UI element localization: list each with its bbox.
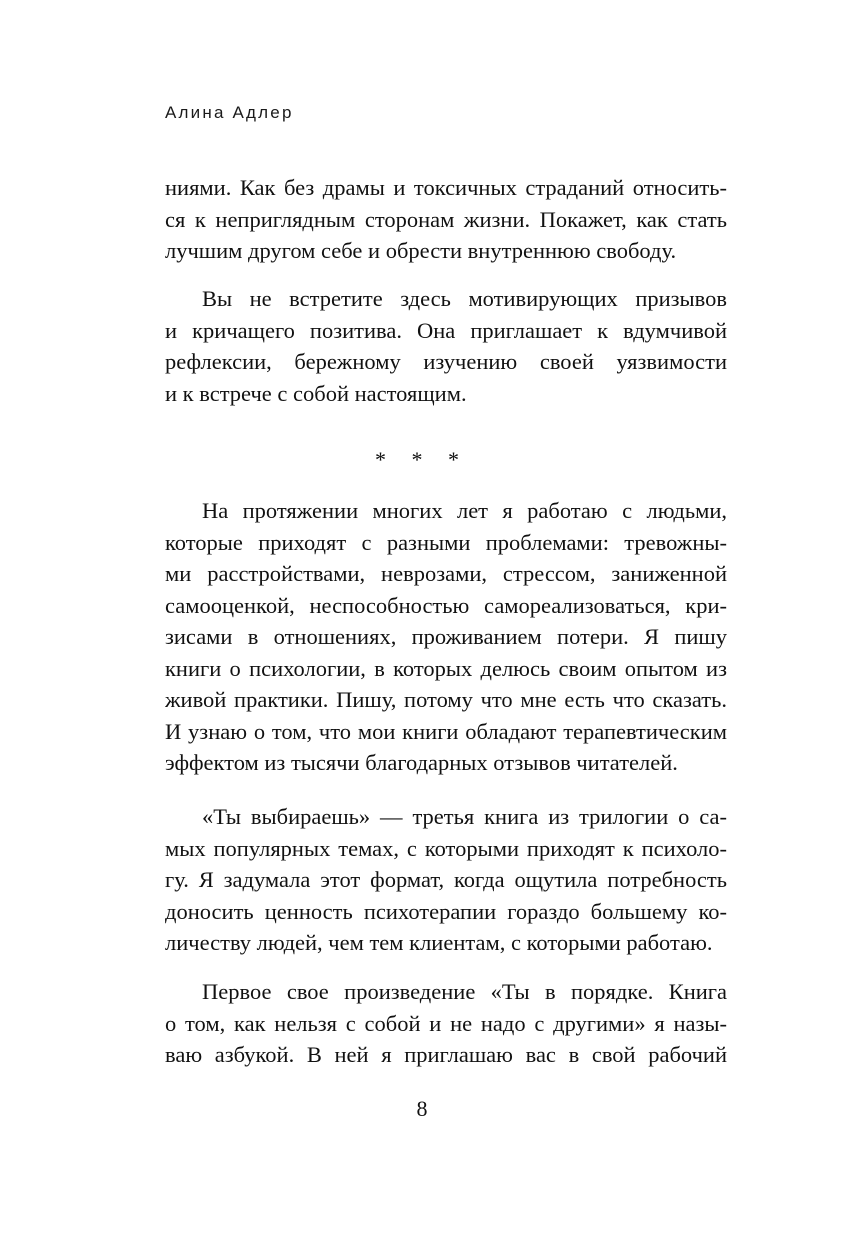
paragraph <box>165 283 727 409</box>
text-line: гу. Я задумала этот формат, когда ощутила потребность <box>165 867 727 892</box>
text-line: эффектом из тысячи благодарных отзывов читателей. <box>165 750 678 775</box>
text-line: лучшим другом себе и обрести внутреннюю свободу. <box>165 238 677 263</box>
text-line: доносить ценность психотерапии гораздо большему ко- <box>165 898 727 924</box>
text-line: зисами в отношениях, проживанием потери. Я пишу <box>165 624 727 649</box>
text-line: рефлексии, бережному изучению своей уязвимости <box>165 349 727 374</box>
text-line: Первое свое произведение «Ты в порядке. Книга <box>202 979 727 1004</box>
text-line: И узнаю о том, что мои книги обладают терапевтическим <box>165 718 727 744</box>
paragraph <box>165 976 727 1071</box>
page-number: 8 <box>416 1096 428 1121</box>
paragraph <box>165 801 727 959</box>
text-line: книги о психологии, в которых делюсь своим опытом из <box>165 655 727 681</box>
text-line: На протяжении многих лет я работаю с людьми, <box>202 498 727 523</box>
paragraph <box>165 495 727 779</box>
text-line: о том, как нельзя с собой и не надо с другими» я назы- <box>165 1010 727 1036</box>
text-line: мых популярных темах, с которыми приходят к психоло- <box>165 835 727 861</box>
text-line: самооценкой, неспособностью самореализоваться, кри- <box>165 592 727 618</box>
running-header-author: Алина Адлер <box>165 103 294 122</box>
text-line: живой практики. Пишу, потому что мне есть что сказать. <box>165 687 727 712</box>
text-line: ваю азбукой. В ней я приглашаю вас в свой рабочий <box>165 1042 727 1067</box>
text-line: ниями. Как без драмы и токсичных страданий относить- <box>165 175 727 200</box>
text-line: «Ты выбираешь» — третья книга из трилогии о са- <box>202 804 727 829</box>
text-line: личеству людей, чем тем клиентам, с которыми работаю. <box>165 930 713 955</box>
paragraph-continuation <box>165 172 727 267</box>
text-line: и к встрече с собой настоящим. <box>165 380 467 406</box>
text-line: ми расстройствами, неврозами, стрессом, заниженной <box>165 561 727 586</box>
text-line: и кричащего позитива. Она приглашает к вдумчивой <box>165 317 727 343</box>
text-line: ся к неприглядным сторонам жизни. Покажет, как стать <box>165 206 727 232</box>
text-line: Вы не встретите здесь мотивирующих призывов <box>202 286 727 311</box>
section-separator: * * * <box>375 447 469 472</box>
text-line: которые приходят с разными проблемами: тревожны- <box>165 529 727 555</box>
